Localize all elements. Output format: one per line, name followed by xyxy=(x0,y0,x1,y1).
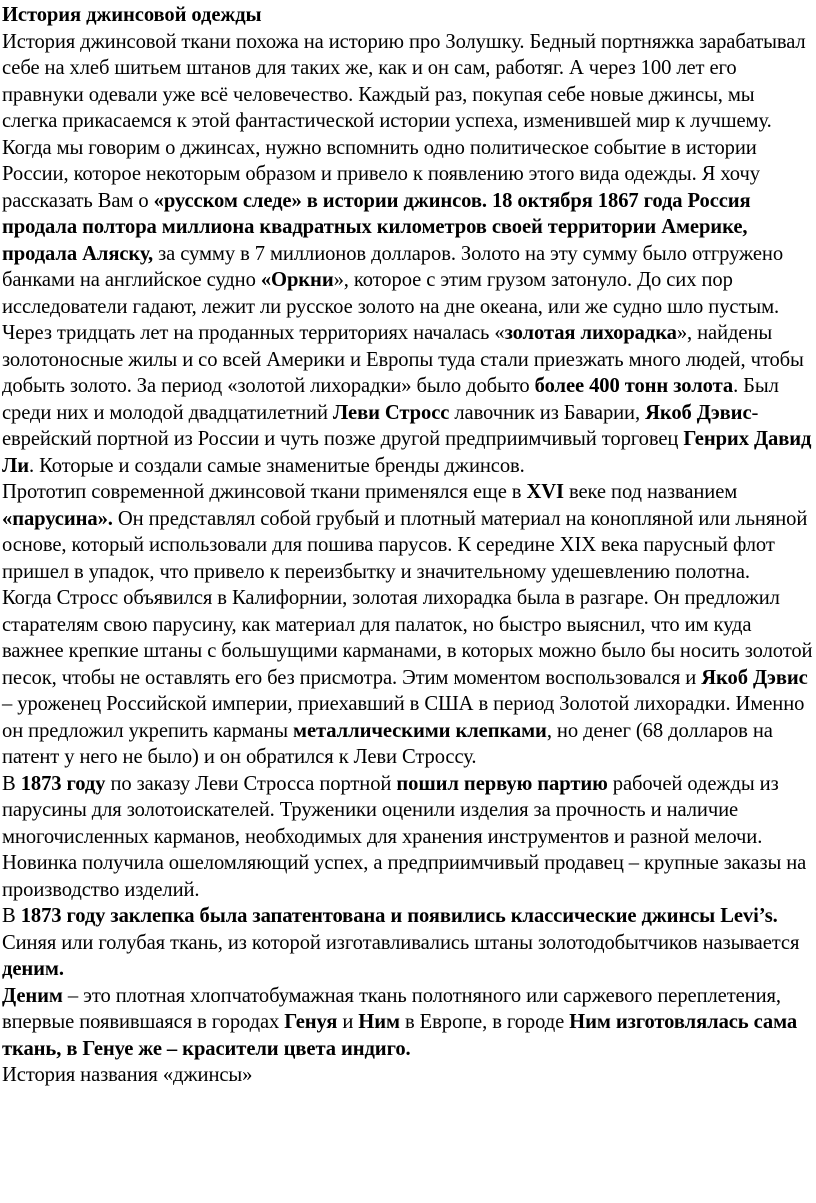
text-run: лавочник из Баварии, xyxy=(449,401,646,424)
text-run: », найдены золотоносные жилы и со всей Америки и Европы туда стали приезжать много людей, чтобы добыть золото. За период «золотой лихорадки» было добыто xyxy=(2,322,804,397)
paragraph xyxy=(2,135,813,480)
bold-text: Леви Стросс xyxy=(332,401,450,424)
text-run: В xyxy=(2,772,21,795)
text-run: -еврейский портной из России и чуть позже другой предприимчивый торговец xyxy=(2,401,759,450)
bold-text: «Оркни xyxy=(260,269,334,291)
text-run: веке под названием xyxy=(563,481,738,503)
paragraph xyxy=(2,1062,813,1089)
text-run: по заказу Леви Стросса портной xyxy=(105,772,397,795)
document-body xyxy=(2,29,813,1089)
bold-text: Якоб Дэвис xyxy=(645,401,752,424)
text-run: рабочей одежды из парусины для золотоискателей. Труженики оценили изделия за прочность и наличие многочисленных карманов, необходимых для хранения инструментов и разной мелочи. Новинка получила ошеломляющий успех, а предприимчивый продавец – крупные заказы на производство изделий. xyxy=(2,772,807,901)
text-run: в Европе, в городе xyxy=(399,1011,570,1033)
bold-text: более 400 тонн золота xyxy=(534,375,734,397)
bold-text: деним. xyxy=(2,958,64,980)
paragraph xyxy=(2,585,813,771)
bold-text: Ним изготовлялась сама ткань, в Генуе же – красители цвета индиго. xyxy=(2,1011,798,1060)
paragraph xyxy=(2,479,813,585)
bold-text: Ним xyxy=(358,1011,400,1033)
text-run: Когда мы говорим о джинсах, нужно вспомнить одно политическое событие в истории России, которое некоторым образом и привело к появлению этого вида одежды. Я хочу рассказать Вам о xyxy=(2,136,760,212)
bold-text: «русском следе» в истории джинсов. 18 октября 1867 года Россия продала полтора миллиона квадратных километров своей территории Америке, продала Аляску, xyxy=(2,189,751,265)
bold-text: металлическими клепками xyxy=(293,719,547,742)
text-run: . Был среди них и молодой двадцатилетний xyxy=(2,375,779,424)
paragraph xyxy=(2,29,813,135)
text-run: История джинсовой ткани похожа на историю про Золушку. Бедный портняжка зарабатывал себе на хлеб шитьем штанов для таких же, как и он сам, работяг. А через 100 лет его правнуки одевали уже всё человечество. Каждый раз, покупая себе новые джинсы, мы слегка прикасаемся к этой фантастической истории успеха, изменившей мир к лучшему. xyxy=(2,30,806,132)
text-run: В xyxy=(2,905,21,927)
text-run: , но денег (68 долларов на патент у него не было) и он обратился к Леви Строссу. xyxy=(2,719,773,768)
text-run: Когда Стросс объявился в Калифорнии, золотая лихорадка была в разгаре. Он предложил старателям свою парусину, как материал для палаток, но быстро выяснил, что им куда важнее крепкие штаны с большущими карманами, в которых можно было бы носить золотой песок, чтобы не оставлять его без присмотра. Этим моментом воспользовался и xyxy=(2,587,813,689)
text-run: – это плотная хлопчатобумажная ткань полотняного или саржевого переплетения, впервые появившаяся в городах xyxy=(2,984,781,1033)
bold-text: Деним xyxy=(2,984,63,1007)
bold-text: Генуя xyxy=(284,1011,338,1033)
bold-text: Якоб Дэвис xyxy=(701,666,808,689)
text-run: История названия «джинсы» xyxy=(2,1064,253,1086)
paragraph xyxy=(2,983,813,1063)
text-run: . Которые и создали самые знаменитые бренды джинсов. xyxy=(29,454,525,477)
text-run: Прототип современной джинсовой ткани применялся еще в xyxy=(2,481,527,503)
paragraph xyxy=(2,771,813,904)
text-run: Синяя или голубая ткань, из которой изготавливались штаны золотодобытчиков называется xyxy=(2,931,800,954)
text-run: », которое с этим грузом затонуло. До сих пор исследователи гадают, лежит ли русское золото на дне океана, или же судно шло пустым. Через тридцать лет на проданных территориях началась « xyxy=(2,269,780,344)
bold-text: «парусина». xyxy=(2,507,113,530)
bold-text: 1873 году заклепка была запатентована и появились классические джинсы Levi’s. xyxy=(20,905,778,927)
bold-text: 1873 году xyxy=(20,772,106,795)
text-run: – уроженец Российской империи, приехавший в США в период Золотой лихорадки. Именно он предложил укрепить карманы xyxy=(2,693,805,742)
text-run: за сумму в 7 миллионов долларов. Золото на эту сумму было отгружено банками на английское судно xyxy=(2,242,784,291)
bold-text: золотая лихорадка xyxy=(504,322,677,344)
paragraph xyxy=(2,903,813,983)
text-run: Он представлял собой грубый и плотный материал на конопляной или льняной основе, который использовали для пошива парусов. К середине XIX века парусный флот пришел в упадок, что привело к переизбытку и значительному удешевлению полотна. xyxy=(2,507,808,583)
document-title: История джинсовой одежды xyxy=(2,4,262,26)
bold-text: пошил первую партию xyxy=(396,772,608,795)
bold-text: Генрих Давид Ли xyxy=(2,428,812,477)
text-run: и xyxy=(337,1011,359,1033)
bold-text: XVI xyxy=(526,481,564,503)
